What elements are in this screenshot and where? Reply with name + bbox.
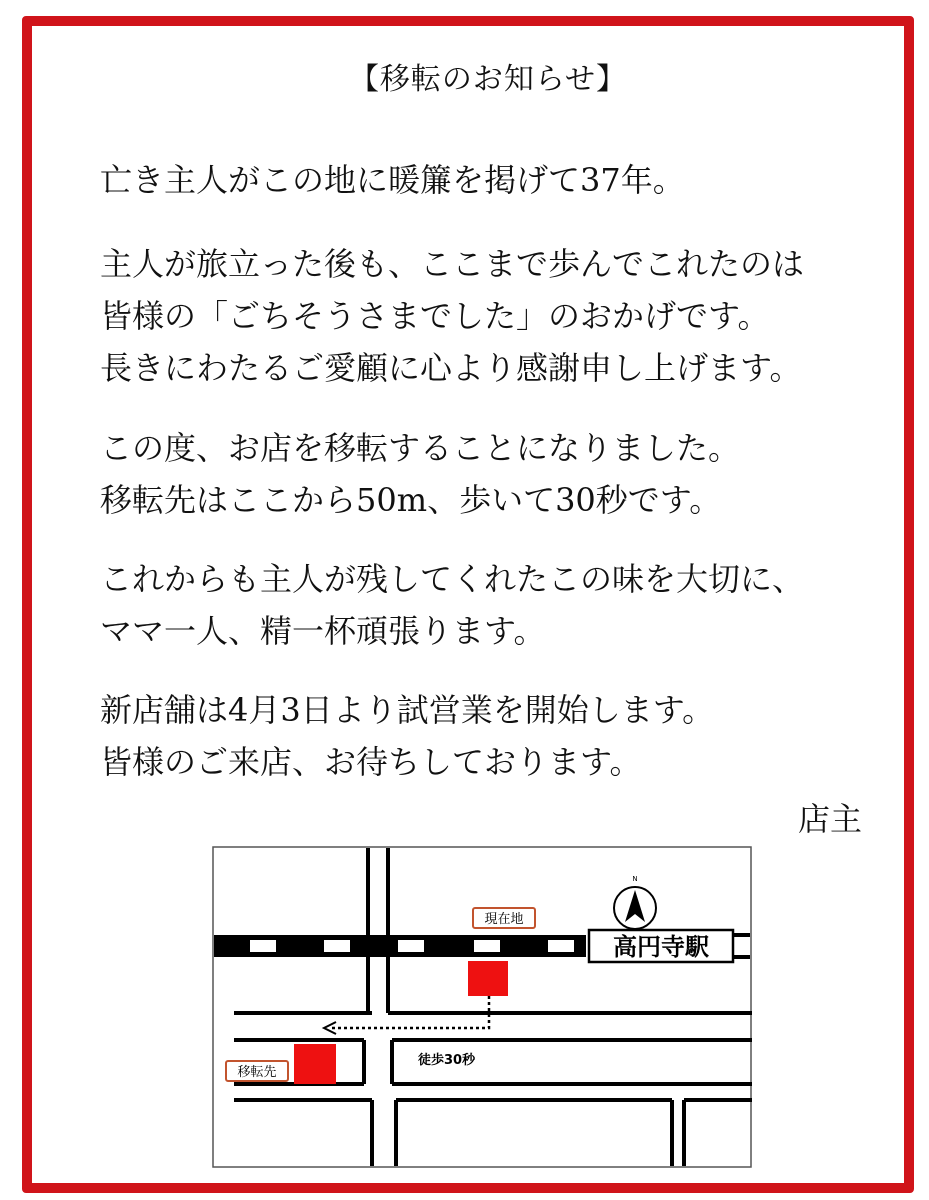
- notice-frame: [22, 16, 914, 1193]
- paragraph-line: 主人が旅立った後も、ここまで歩んでこれたのは: [100, 245, 805, 283]
- paragraph-line: 新店舗は4月3日より試営業を開始します。: [100, 691, 715, 729]
- paragraph-line: これからも主人が残してくれたこの味を大切に、: [100, 560, 805, 598]
- notice-title: 【移転のお知らせ】: [348, 62, 628, 97]
- walk-time-label: 徒歩30秒: [418, 1053, 476, 1068]
- map-svg: [212, 846, 752, 1168]
- paragraph-line: ママ一人、精一杯頑張ります。: [100, 612, 546, 650]
- signature: 店主: [797, 800, 862, 838]
- paragraph-3: [100, 422, 900, 526]
- paragraph-4: [100, 553, 900, 657]
- paragraph-line: 皆様の「ごちそうさまでした」のおかげです。: [100, 297, 770, 335]
- paragraph-5: [100, 684, 900, 788]
- station-label: 高円寺駅: [613, 933, 709, 961]
- paragraph-line: 移転先はここから50m、歩いて30秒です。: [100, 481, 722, 519]
- current-location-label: 現在地: [484, 912, 524, 927]
- paragraph-1: [100, 154, 900, 206]
- new-location-marker: [294, 1044, 336, 1084]
- relocation-map: [212, 846, 752, 1168]
- paragraph-2: [100, 238, 900, 394]
- paragraph-line: 亡き主人がこの地に暖簾を掲げて37年。: [100, 161, 685, 199]
- paragraph-line: この度、お店を移転することになりました。: [100, 429, 741, 467]
- new-location-label: 移転先: [237, 1065, 277, 1080]
- current-location-marker: [468, 961, 508, 996]
- paragraph-line: 皆様のご来店、お待ちしております。: [100, 743, 642, 781]
- paragraph-line: 長きにわたるご愛顧に心より感謝申し上げます。: [100, 349, 802, 387]
- north-label: N: [632, 875, 638, 883]
